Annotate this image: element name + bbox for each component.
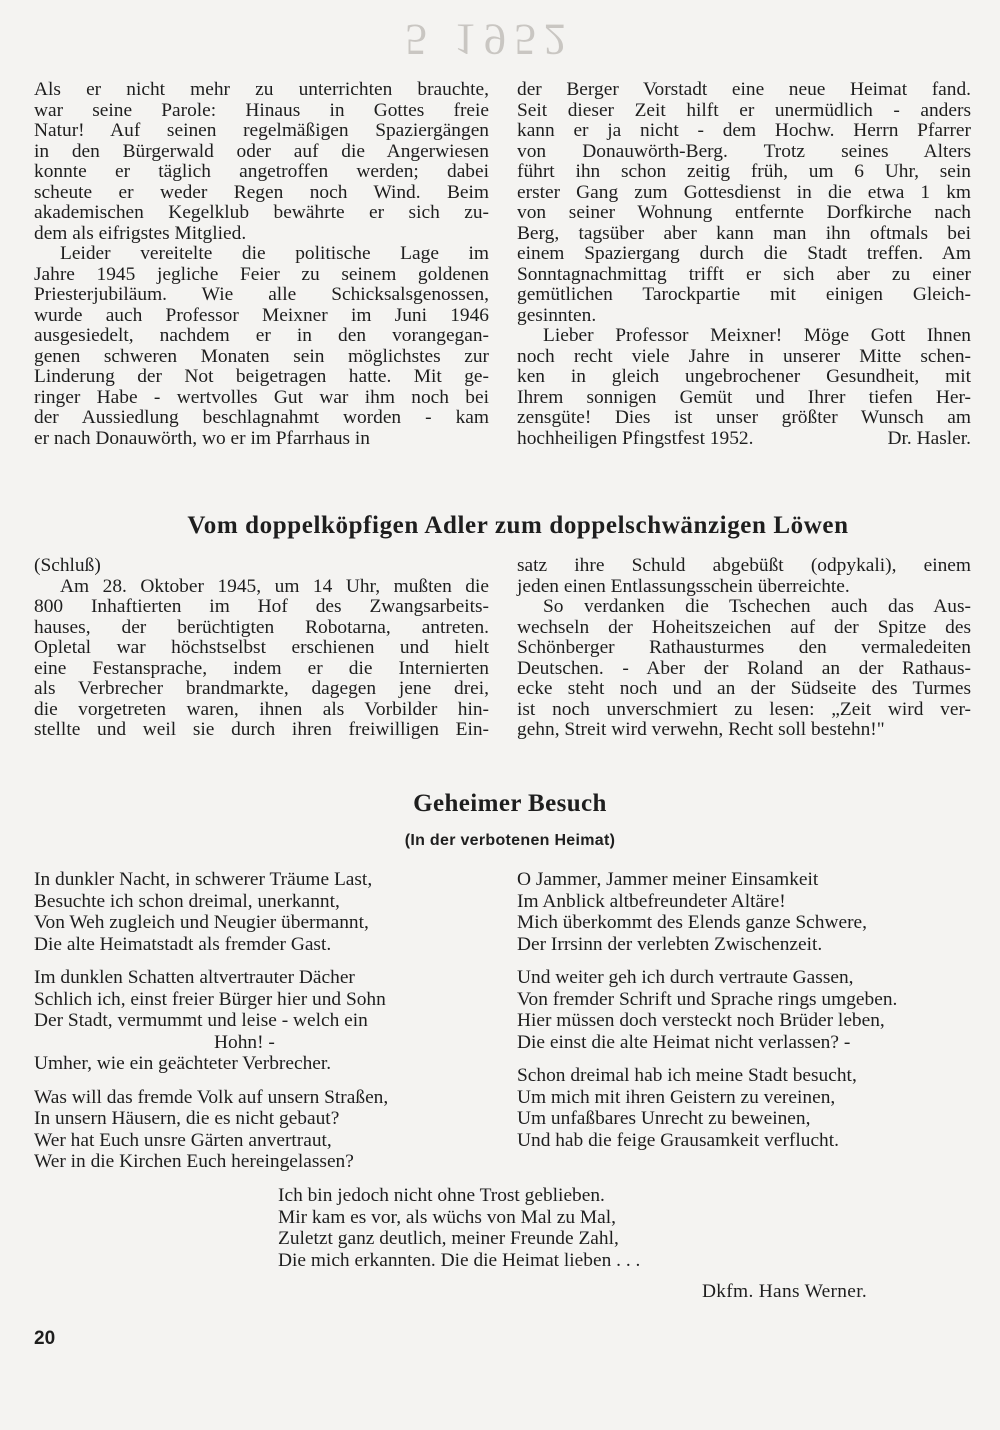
- poem-line: Ich bin jedoch nicht ohne Trost geblieben.: [278, 1185, 605, 1206]
- text-span: hochheiligen Pfingstfest 1952.: [517, 427, 754, 449]
- text-line: So verdanken die Tschechen auch das Aus-: [543, 596, 971, 617]
- text-line: Schönberger Rathausturmes den vermaledeiten: [517, 637, 971, 658]
- poem-line: Besuchte ich schon dreimal, unerkannt,: [34, 890, 340, 912]
- poem-line: In dunkler Nacht, in schwerer Träume Last,: [34, 869, 373, 890]
- text-line: genen schweren Monaten sein möglichstes zur: [34, 345, 489, 367]
- poem-line: Und hab die feige Grausamkeit verflucht.: [517, 1129, 839, 1151]
- text-line: Am 28. Oktober 1945, um 14 Uhr, mußten die: [60, 575, 489, 597]
- text-line: ausgesiedelt, nachdem er in den vorangegan-: [34, 325, 489, 346]
- article2-title: Vom doppelköpfigen Adler zum doppelschwänzigen Löwen: [187, 512, 849, 539]
- text-line: kann er ja nicht - dem Hochw. Herrn Pfarrer: [517, 120, 971, 141]
- text-line: ringer Habe - wertvolles Gut war ihm noch bei: [34, 386, 489, 408]
- text-line: von seiner Wohnung entfernte Dorfkirche nach: [517, 202, 971, 223]
- page-number: 20: [34, 1328, 56, 1349]
- text-line: Als er nicht mehr zu unterrichten brauchte,: [34, 79, 489, 100]
- poem-author: Dkfm. Hans Werner.: [702, 1281, 868, 1302]
- poem-line: Wer hat Euch unsre Gärten anvertraut,: [34, 1129, 332, 1151]
- poem-line: Schon dreimal hab ich meine Stadt besucht,: [517, 1065, 857, 1086]
- text-line: scheute er weder Regen noch Wind. Beim: [34, 181, 489, 203]
- poem-line: Im Anblick altbefreundeter Altäre!: [517, 890, 786, 912]
- date-stamp: 5 1952: [405, 15, 574, 64]
- text-line: Sonntagnachmittag trifft er sich aber zu einer: [517, 263, 971, 285]
- poem-line: Hohn! -: [214, 1031, 275, 1053]
- article2-left-column: [34, 556, 489, 741]
- text-line: (Schluß): [34, 555, 101, 576]
- text-line: dem als eifrigstes Mitglied.: [34, 222, 247, 244]
- text-line: wurde auch Professor Meixner im Juni 1946: [34, 304, 489, 326]
- text-line: als Verbrecher brandmarkte, dagegen jene drei,: [34, 678, 489, 699]
- text-line: war seine Parole: Hinaus in Gottes freie: [34, 99, 489, 121]
- poem-line: Und weiter geh ich durch vertraute Gassen,: [517, 967, 854, 988]
- text-line: von Donauwörth-Berg. Trotz seines Alters: [517, 140, 971, 162]
- text-line: konnte er täglich angetroffen werden; dabei: [34, 161, 489, 182]
- text-line: Berg, tagsüber aber kann man ihn oftmals bei: [517, 222, 971, 244]
- poem-line: Hier müssen doch versteckt noch Brüder leben,: [517, 1010, 885, 1031]
- poem-line: Der Stadt, vermummt und leise - welch ein: [34, 1010, 368, 1031]
- text-line: [517, 429, 971, 450]
- poem-line: Die mich erkannten. Die die Heimat lieben . . .: [278, 1249, 641, 1271]
- text-line: einem Spaziergang durch die Stadt treffen. Am: [517, 243, 971, 264]
- poem-line: Um unfaßbares Unrecht zu beweinen,: [517, 1108, 811, 1129]
- text-line: wechseln der Hoheitszeichen auf der Spitze des: [517, 616, 971, 638]
- poem-line: Zuletzt ganz deutlich, meiner Freunde Zahl,: [278, 1228, 619, 1249]
- text-line: 800 Inhaftierten im Hof des Zwangsarbeits-: [34, 596, 489, 617]
- poem-line: Umher, wie ein geächteter Verbrecher.: [34, 1053, 332, 1074]
- text-line: Opletal war höchstselbst erschienen und hielt: [34, 637, 489, 658]
- text-line: ist noch unverschmiert zu lesen: „Zeit wird ver-: [517, 698, 971, 720]
- text-line: jeden einen Entlassungsschein überreichte.: [517, 575, 850, 597]
- poem-stanza: [517, 1065, 977, 1151]
- text-line: eine Festansprache, indem er die Internierten: [34, 657, 489, 679]
- poem-line: O Jammer, Jammer meiner Einsamkeit: [517, 869, 819, 890]
- poem-final-stanza: [278, 1185, 758, 1271]
- text-line: führt ihn schon zeitig früh, um 6 Uhr, sein: [517, 161, 971, 182]
- text-line: Lieber Professor Meixner! Möge Gott Ihnen: [543, 325, 971, 346]
- poem-line: Schlich ich, einst freier Bürger hier und Sohn: [34, 988, 386, 1010]
- poem-line: Von fremder Schrift und Sprache rings umgeben.: [517, 988, 898, 1010]
- poem-line: Mich überkommt des Elends ganze Schwere,: [517, 912, 868, 933]
- poem-stanza: [517, 967, 977, 1053]
- text-line: der Berger Vorstadt eine neue Heimat fand.: [517, 79, 971, 100]
- text-line: er nach Donauwörth, wo er im Pfarrhaus in: [34, 427, 371, 449]
- text-line: satz ihre Schuld abgebüßt (odpykali), einem: [517, 555, 971, 576]
- text-line: ken in gleich ungebrochener Gesundheit, mit: [517, 366, 971, 387]
- poem-line: Was will das fremde Volk auf unsern Straßen,: [34, 1086, 389, 1108]
- article2-right-column: [517, 556, 971, 741]
- text-line: erster Gang zum Gottesdienst in die etwa 1 km: [517, 181, 971, 203]
- text-line: Linderung der Not beigetragen hatte. Mit ge-: [34, 366, 489, 387]
- poem-line: Die alte Heimatstadt als fremder Gast.: [34, 933, 332, 955]
- poem-title: Geheimer Besuch: [413, 790, 607, 817]
- text-line: gesinnten.: [517, 304, 597, 326]
- poem-line: Im dunklen Schatten altvertrauter Dächer: [34, 967, 355, 988]
- text-line: Ihrem sonnigen Gemüt und Ihrer tiefen Her-: [517, 386, 971, 408]
- poem-right-column: [517, 869, 977, 1163]
- poem-line: Von Weh zugleich und Neugier übermannt,: [34, 912, 369, 933]
- poem-line: In unsern Häusern, die es nicht gebaut?: [34, 1108, 340, 1129]
- text-line: zensgüte! Dies ist unser größter Wunsch am: [517, 407, 971, 428]
- poem-line: Die einst die alte Heimat nicht verlassen? -: [517, 1031, 851, 1053]
- text-line: in den Bürgerwald oder auf die Angerwiesen: [34, 140, 489, 162]
- article1-right-column: [517, 80, 971, 449]
- poem-stanza: [34, 1087, 494, 1173]
- poem-line: Der Irrsinn der verlebten Zwischenzeit.: [517, 933, 823, 955]
- text-line: die vorgetreten waren, ihnen als Vorbilder hin-: [34, 698, 489, 720]
- text-line: Jahre 1945 jegliche Feier zu seinem goldenen: [34, 263, 489, 285]
- text-line: gehn, Streit wird verwehn, Recht soll bestehn!": [517, 719, 885, 740]
- poem-stanza: [34, 869, 494, 955]
- article1-signature: Dr. Hasler.: [887, 427, 971, 449]
- text-line: akademischen Kegelklub bewährte er sich zu-: [34, 202, 489, 223]
- text-line: noch recht viele Jahre in unserer Mitte schen-: [517, 345, 971, 367]
- text-line: gemütlichen Tarockpartie mit einigen Gleich-: [517, 284, 971, 305]
- poem-stanza: [34, 967, 494, 1075]
- poem-left-column: [34, 869, 494, 1185]
- text-line: Priesterjubiläum. Wie alle Schicksalsgenossen,: [34, 284, 489, 305]
- text-line: Seit dieser Zeit hilft er unermüdlich - anders: [517, 99, 971, 121]
- text-line: Leider vereitelte die politische Lage im: [60, 243, 489, 264]
- text-line: stellte und weil sie durch ihren freiwilligen Ein-: [34, 719, 489, 740]
- poem-subtitle: (In der verbotenen Heimat): [404, 832, 616, 849]
- text-line: Natur! Auf seinen regelmäßigen Spaziergängen: [34, 120, 489, 141]
- poem-line: Mir kam es vor, als wüchs von Mal zu Mal,: [278, 1206, 616, 1228]
- text-line: der Aussiedlung beschlagnahmt worden - kam: [34, 407, 489, 428]
- article1-left-column: [34, 80, 489, 449]
- text-line: Deutschen. - Aber der Roland an der Rathaus-: [517, 657, 971, 679]
- poem-line: Wer in die Kirchen Euch hereingelassen?: [34, 1151, 354, 1172]
- poem-stanza: [517, 869, 977, 955]
- text-line: ecke steht noch und an der Südseite des Turmes: [517, 678, 971, 699]
- poem-line: Um mich mit ihren Geistern zu vereinen,: [517, 1086, 836, 1108]
- text-line: hauses, der berüchtigten Robotarna, antreten.: [34, 616, 489, 638]
